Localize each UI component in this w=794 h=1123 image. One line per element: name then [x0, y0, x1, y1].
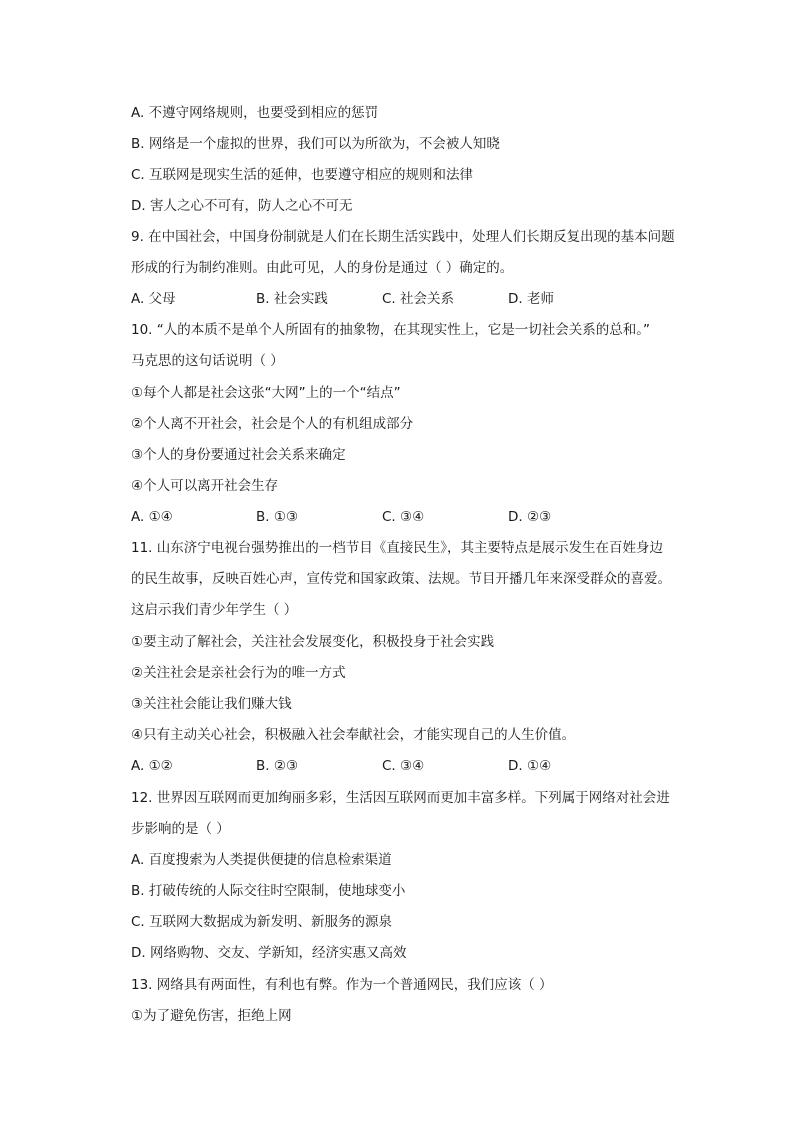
- q12-option-d: D. 网络购物、交友、学新知，经济实惠又高效: [131, 945, 407, 961]
- q11-option-b: B. ②③: [256, 758, 299, 774]
- q11-statement-3: ③关注社会能让我们赚大钱: [131, 696, 292, 712]
- q10-option-b: B. ①③: [256, 509, 299, 525]
- q9-option-b: B. 社会实践: [256, 291, 328, 307]
- q10-statement-3: ③个人的身份要通过社会关系来确定: [131, 447, 346, 463]
- q11-statement-4: ④只有主动关心社会，积极融入社会奉献社会，才能实现自己的人生价值。: [131, 727, 576, 743]
- q11-statement-2: ②关注社会是亲社会行为的唯一方式: [131, 665, 346, 681]
- q10-statement-2: ②个人离不开社会，社会是个人的有机组成部分: [131, 416, 414, 432]
- q9-option-a: A. 父母: [131, 291, 176, 307]
- q9-stem-line1: 9. 在中国社会，中国身份制就是人们在长期生活实践中，处理人们长期反复出现的基本问题: [131, 229, 675, 245]
- q11-option-d: D. ①④: [508, 758, 552, 774]
- q10-statement-1: ①每个人都是社会这张“大网”上的一个“结点”: [131, 385, 401, 401]
- q8-option-d: D. 害人之心不可有，防人之心不可无: [131, 198, 353, 214]
- q10-stem-line2: 马克思的这句话说明（ ）: [131, 353, 284, 369]
- q10-statement-4: ④个人可以离开社会生存: [131, 478, 279, 494]
- q13-stem-line1: 13. 网络具有两面性，有利也有弊。作为一个普通网民，我们应该（ ）: [131, 977, 553, 993]
- q9-option-d: D. 老师: [508, 291, 554, 307]
- q11-stem-line1: 11. 山东济宁电视台强势推出的一档节目《直接民生》，其主要特点是展示发生在百姓身边: [131, 540, 664, 556]
- q11-option-a: A. ①②: [131, 758, 173, 774]
- q11-stem-line3: 这启示我们青少年学生（ ）: [131, 602, 298, 618]
- q10-option-d: D. ②③: [508, 509, 552, 525]
- q8-option-a: A. 不遵守网络规则，也要受到相应的惩罚: [131, 105, 379, 121]
- q8-option-c: C. 互联网是现实生活的延伸，也要遵守相应的规则和法律: [131, 167, 474, 183]
- q10-stem-line1: 10. “人的本质不是单个人所固有的抽象物，在其现实性上，它是一切社会关系的总和。”: [131, 322, 650, 338]
- q13-statement-1: ①为了避免伤害，拒绝上网: [131, 1008, 292, 1024]
- q12-option-c: C. 互联网大数据成为新发明、新服务的源泉: [131, 914, 393, 930]
- q9-option-c: C. 社会关系: [382, 291, 455, 307]
- q11-statement-1: ①要主动了解社会，关注社会发展变化，积极投身于社会实践: [131, 634, 495, 650]
- q12-option-a: A. 百度搜索为人类提供便捷的信息检索渠道: [131, 852, 392, 868]
- q12-stem-line1: 12. 世界因互联网而更加绚丽多彩，生活因互联网而更加丰富多样。下列属于网络对社会进: [131, 790, 670, 806]
- q9-stem-line2: 形成的行为制约准则。由此可见，人的身份是通过（ ）确定的。: [131, 260, 514, 276]
- q10-option-c: C. ③④: [382, 509, 425, 525]
- q8-option-b: B. 网络是一个虚拟的世界，我们可以为所欲为，不会被人知晓: [131, 136, 500, 152]
- q10-option-a: A. ①④: [131, 509, 173, 525]
- q12-stem-line2: 步影响的是（ ）: [131, 821, 230, 837]
- q12-option-b: B. 打破传统的人际交往时空限制，使地球变小: [131, 883, 406, 899]
- q11-option-c: C. ③④: [382, 758, 425, 774]
- q11-stem-line2: 的民生故事，反映百姓心声，宣传党和国家政策、法规。节目开播几年来深受群众的喜爱。: [131, 571, 671, 587]
